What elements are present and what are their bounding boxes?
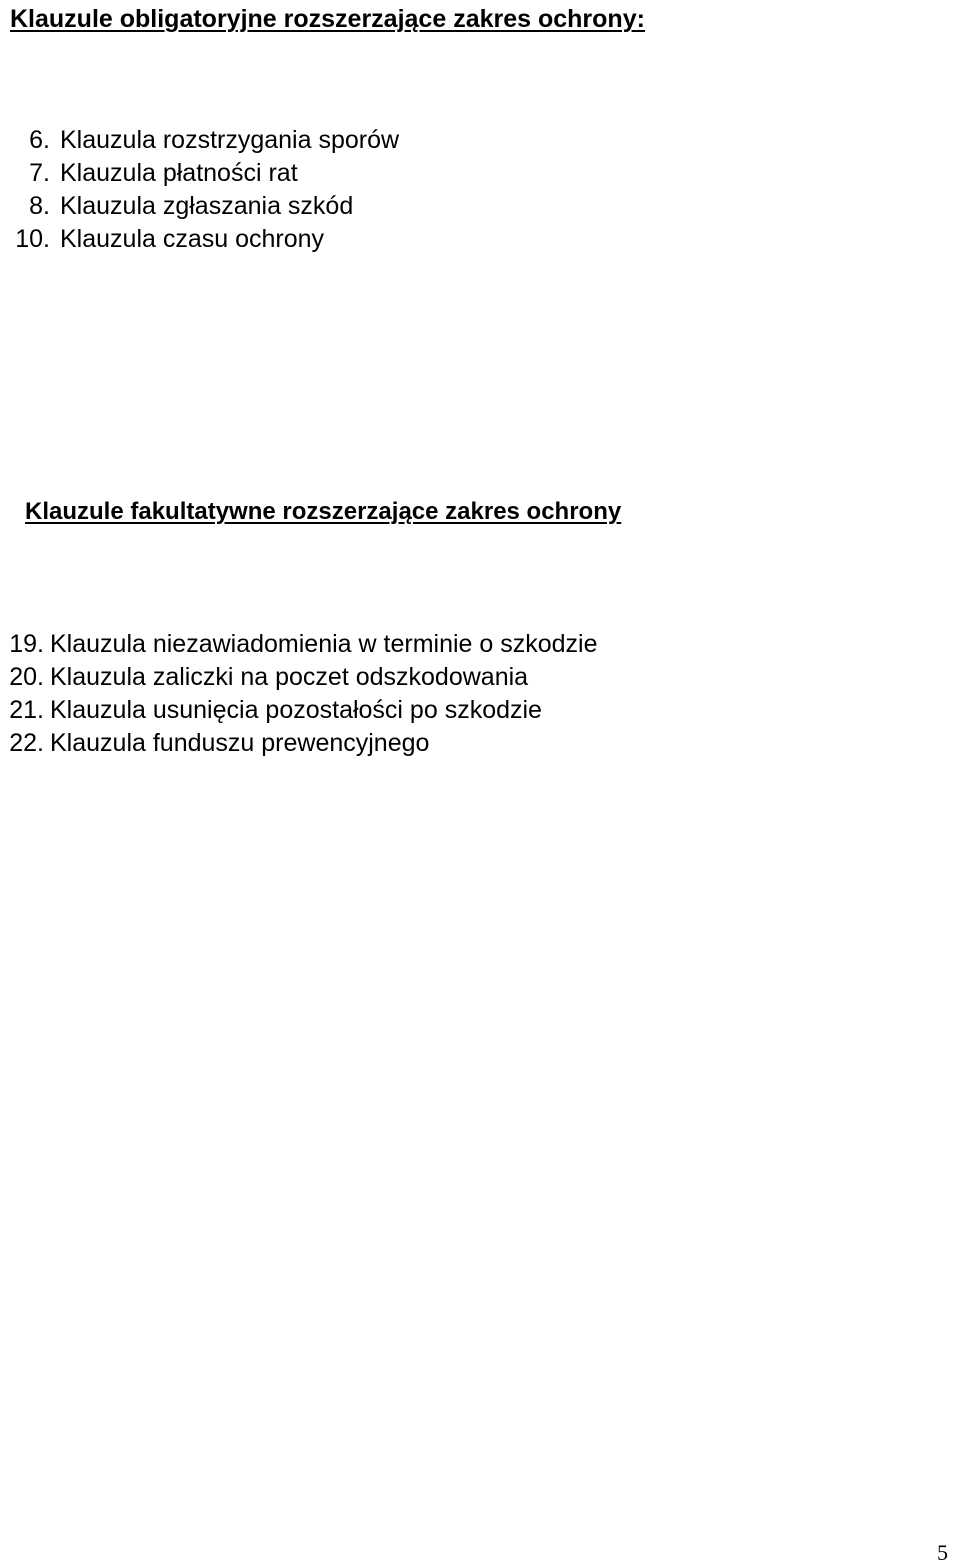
obligatory-clauses-list: [10, 124, 399, 256]
list-item: [10, 190, 399, 223]
optional-clauses-list: [6, 628, 598, 760]
list-item: [10, 223, 399, 256]
list-item: [6, 628, 598, 661]
list-item-text: Klauzula zgłaszania szkód: [60, 192, 354, 220]
optional-clauses-heading: Klauzule fakultatywne rozszerzające zakres ochrony: [25, 498, 622, 525]
list-item-text: Klauzula rozstrzygania sporów: [60, 126, 400, 154]
list-item-text: Klauzula zaliczki na poczet odszkodowania: [50, 663, 529, 691]
list-item-text: Klauzula niezawiadomienia w terminie o szkodzie: [50, 630, 598, 658]
page-number: 5: [937, 1540, 948, 1565]
list-item-number: 7.: [29, 159, 50, 187]
list-item: [10, 124, 399, 157]
list-item: [6, 694, 598, 727]
list-item-number: 19.: [9, 630, 44, 658]
obligatory-clauses-heading: Klauzule obligatoryjne rozszerzające zakres ochrony:: [10, 5, 645, 33]
list-item-text: Klauzula funduszu prewencyjnego: [50, 729, 430, 757]
list-item-text: Klauzula czasu ochrony: [60, 225, 325, 253]
list-item-number: 20.: [9, 663, 44, 691]
list-item: [6, 727, 598, 760]
list-item-number: 22.: [9, 729, 44, 757]
list-item-number: 10.: [15, 225, 50, 253]
list-item: [6, 661, 598, 694]
list-item-number: 8.: [29, 192, 50, 220]
list-item-text: Klauzula płatności rat: [60, 159, 298, 187]
list-item-number: 6.: [29, 126, 50, 154]
list-item-text: Klauzula usunięcia pozostałości po szkodzie: [50, 696, 542, 724]
list-item: [10, 157, 399, 190]
list-item-number: 21.: [9, 696, 44, 724]
